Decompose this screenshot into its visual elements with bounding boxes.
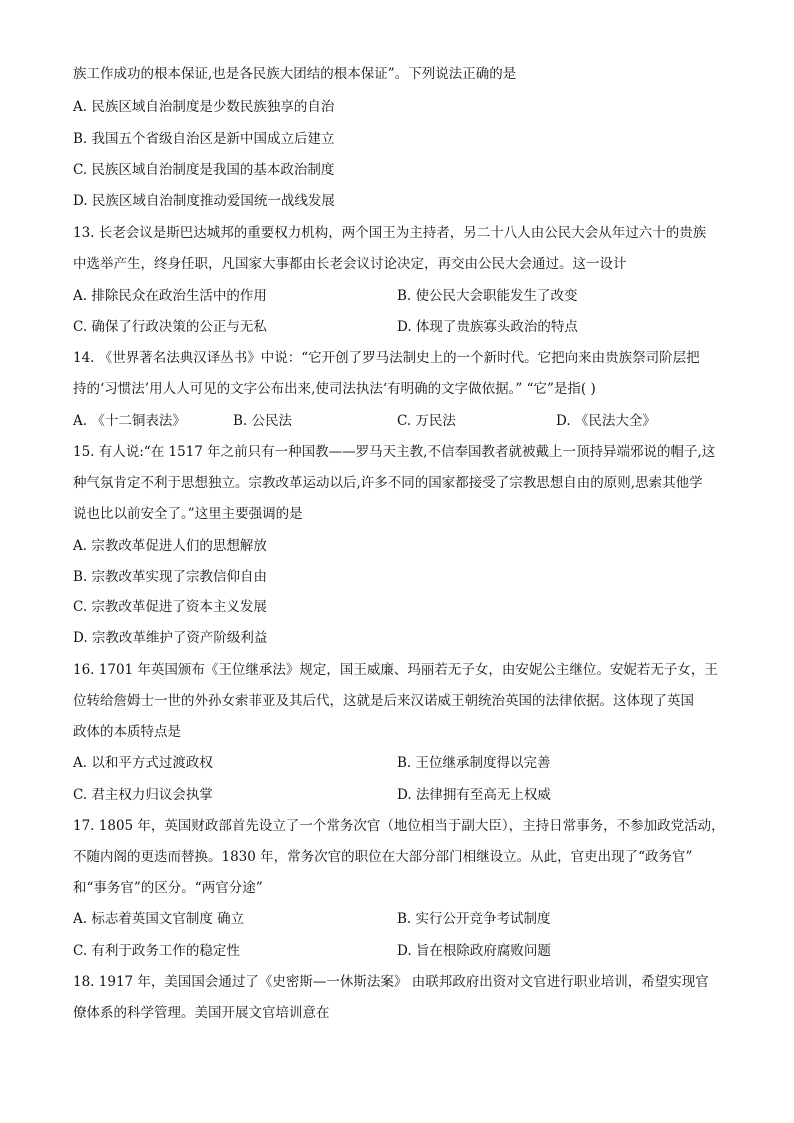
q16-stem-line-2: 位转给詹姆士一世的外孙女索菲亚及其后代，这就是后来汉诺威王朝统治英国的法律依据。这体现了英国 [73, 693, 694, 709]
q18-stem-line-2: 僚体系的科学管理。美国开展文官培训意在 [73, 1005, 330, 1021]
q15-stem-line-1: 15. 有人说:“在 1517 年之前只有一种国教——罗马天主教,不信奉国教者就被戴上一顶持异端邪说的帽子,这 [73, 444, 716, 460]
q17-option-b[interactable]: B. 实行公开竞争考试制度 [397, 911, 551, 927]
q16-option-a[interactable]: A. 以和平方式过渡政权 [73, 755, 213, 771]
q12-option-b[interactable]: B. 我国五个省级自治区是新中国成立后建立 [73, 131, 335, 147]
q13-option-b[interactable]: B. 使公民大会职能发生了改变 [397, 288, 578, 304]
q14-option-d[interactable]: D. 《民法大全》 [556, 413, 656, 429]
q14-option-c[interactable]: C. 万民法 [397, 413, 456, 429]
q15-option-a[interactable]: A. 宗教改革促进人们的思想解放 [73, 538, 267, 554]
q12-stem: 族工作成功的根本保证,也是各民族大团结的根本保证”。下列说法正确的是 [73, 66, 517, 82]
q13-option-d[interactable]: D. 体现了贵族寡头政治的特点 [397, 319, 578, 335]
q13-option-c[interactable]: C. 确保了行政决策的公正与无私 [73, 319, 267, 335]
q15-option-b[interactable]: B. 宗教改革实现了宗教信仰自由 [73, 569, 268, 585]
q14-stem-line-1: 14. 《世界著名法典汉译丛书》中说：“它开创了罗马法制史上的一个新时代。它把向来由贵族祭司阶层把 [73, 350, 700, 366]
q17-option-d[interactable]: D. 旨在根除政府腐败问题 [397, 943, 551, 959]
q13-stem-line-1: 13. 长老会议是斯巴达城邦的重要权力机构，两个国王为主持者，另二十八人由公民大会从年过六十的贵族 [73, 225, 707, 241]
q16-stem-line-3: 政体的本质特点是 [73, 724, 181, 740]
q17-stem-line-2: 不随内阁的更迭而替换。1830 年，常务次官的职位在大部分部门相继设立。从此，官吏出现了“政务官” [73, 849, 693, 865]
q16-option-b[interactable]: B. 王位继承制度得以完善 [397, 755, 551, 771]
q13-stem-line-2: 中选举产生，终身任职，凡国家大事都由长老会议讨论决定，再交由公民大会通过。这一设计 [73, 256, 627, 272]
q17-stem-line-1: 17. 1805 年，英国财政部首先设立了一个常务次官（地位相当于副大臣），主持日常事务，不参加政党活动， [73, 818, 725, 834]
q16-option-c[interactable]: C. 君主权力归议会执掌 [73, 787, 213, 803]
q16-stem-line-1: 16. 1701 年英国颁布《王位继承法》规定，国王威廉、玛丽若无子女，由安妮公主继位。安妮若无子女，王 [73, 662, 718, 678]
q17-option-a[interactable]: A. 标志着英国文官制度 确立 [73, 911, 245, 927]
q13-option-a[interactable]: A. 排除民众在政治生活中的作用 [73, 288, 267, 304]
q14-option-a[interactable]: A. 《十二铜表法》 [73, 413, 186, 429]
q12-option-d[interactable]: D. 民族区域自治制度推动爱国统一战线发展 [73, 193, 335, 209]
q15-option-c[interactable]: C. 宗教改革促进了资本主义发展 [73, 599, 267, 615]
q17-option-c[interactable]: C. 有利于政务工作的稳定性 [73, 943, 240, 959]
q18-stem-line-1: 18. 1917 年，美国国会通过了《史密斯—一休斯法案》 由联邦政府出资对文官进行职业培训，希望实现官 [73, 974, 709, 990]
q16-option-d[interactable]: D. 法律拥有至高无上权威 [397, 787, 551, 803]
q15-stem-line-2: 种气氛肯定不利于思想独立。宗教改革运动以后,许多不同的国家都接受了宗教思想自由的原则,思索其他学 [73, 475, 703, 491]
q14-option-b[interactable]: B. 公民法 [233, 413, 293, 429]
q15-option-d[interactable]: D. 宗教改革维护了资产阶级利益 [73, 630, 268, 646]
q12-option-c[interactable]: C. 民族区域自治制度是我国的基本政治制度 [73, 162, 335, 178]
q14-stem-line-2: 持的‘习惯法’用人人可见的文字公布出来,使司法执法‘有明确的文字做依据。” “它”是指( ) [73, 381, 596, 397]
q12-option-a[interactable]: A. 民族区域自治制度是少数民族独享的自治 [73, 99, 335, 115]
q15-stem-line-3: 说也比以前安全了。”这里主要强调的是 [73, 506, 303, 522]
q17-stem-line-3: 和“事务官”的区分。“两官分途” [73, 880, 263, 896]
